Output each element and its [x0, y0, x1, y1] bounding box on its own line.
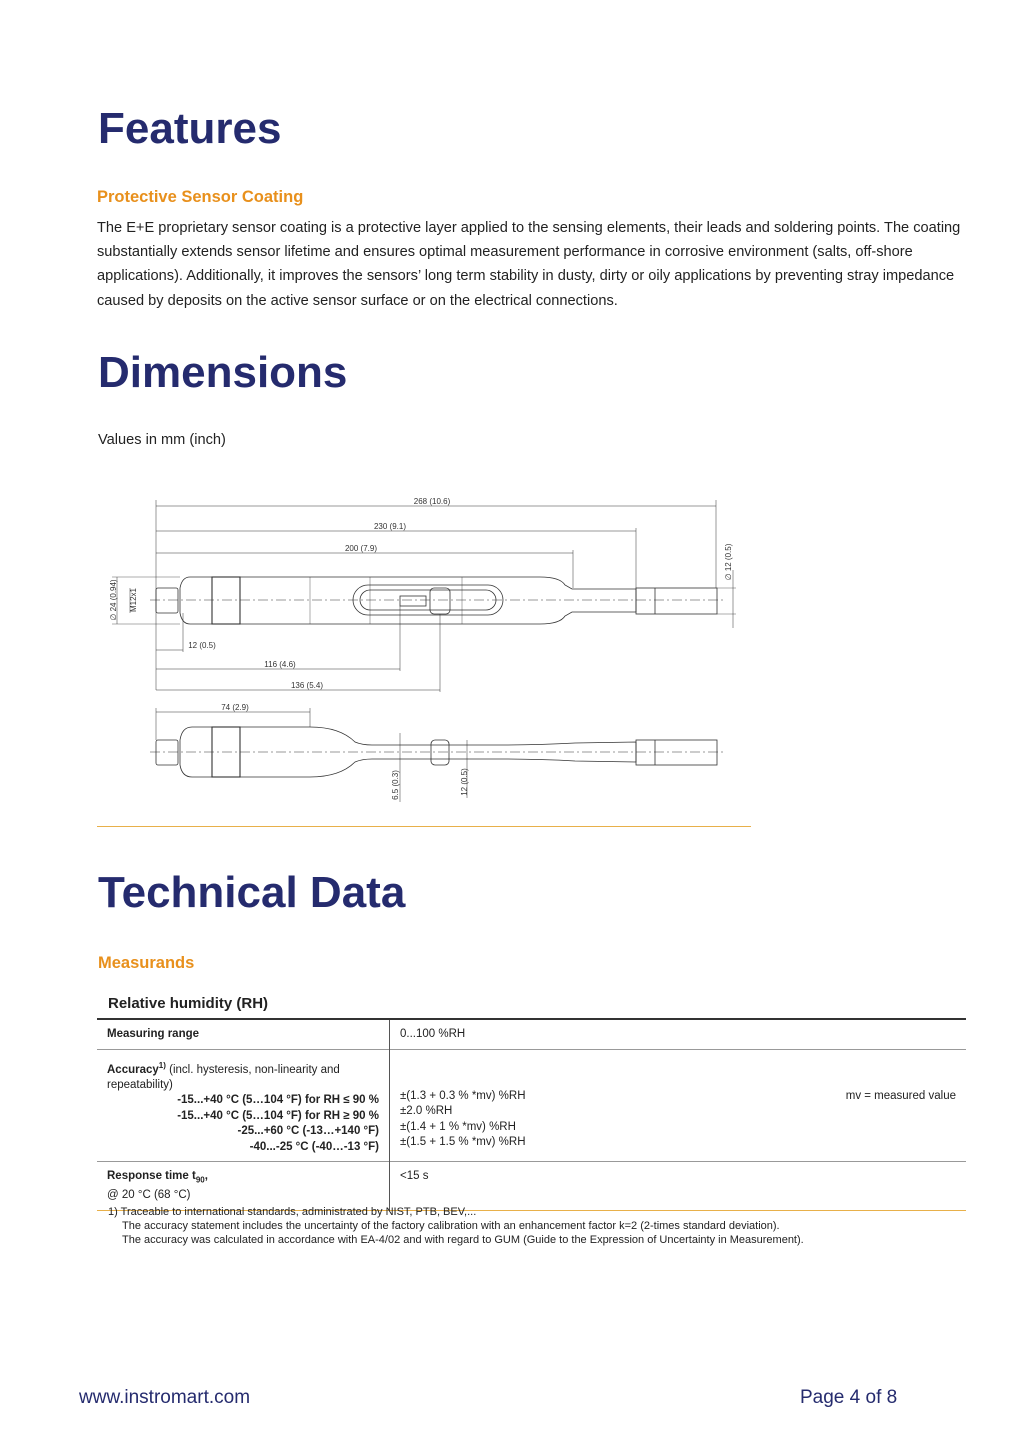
mv-note: mv = measured value: [845, 1089, 956, 1102]
technical-data-heading: Technical Data: [98, 868, 406, 917]
table-row: [97, 1049, 966, 1162]
measuring-range-value: 0...100 %RH: [400, 1028, 466, 1040]
response-time-label: Response time t: [107, 1170, 196, 1183]
dim-268: 268 (10.6): [413, 497, 451, 506]
dim-116: 116 (4.6): [264, 660, 296, 669]
accuracy-condition: -25...+60 °C (-13…+140 °F): [237, 1125, 379, 1138]
footnote: 1) Traceable to international standards, administrated by NIST, PTB, BEV,...: [108, 1206, 477, 1218]
dim-12-side: 12 (0.5): [460, 768, 469, 796]
accuracy-label-cell: [97, 1049, 390, 1162]
table-row: [97, 1019, 966, 1049]
dim-74: 74 (2.9): [221, 703, 249, 712]
footnotes: [108, 1205, 804, 1247]
accuracy-value: ±2.0 %RH: [400, 1105, 453, 1117]
coating-paragraph: The E+E proprietary sensor coating is a protective layer applied to the sensing elements, their leads and soldering points. The coating substantially extends sensor lifetime and ensures optimal measurement performance in corrosive environment (salts, off-shore applications). Additionally, it improves the sensors’ long term stability in dusty, dirty or oily applications by preventing stray impedance caused by deposits on the active sensor surface or on the electrical connections.: [97, 220, 961, 309]
dim-200: 200 (7.9): [344, 544, 378, 553]
dim-dia-24: ∅ 24 (0.94): [109, 579, 118, 621]
dim-dia-12: ∅ 12 (0.5): [724, 543, 733, 581]
units-note: Values in mm (inch): [98, 432, 226, 448]
accuracy-condition: -15...+40 °C (5…104 °F) for RH ≥ 90 %: [177, 1109, 379, 1122]
accuracy-values-cell: [390, 1049, 695, 1162]
dimensions-heading: Dimensions: [98, 348, 348, 397]
page-number: Page 4 of 8: [800, 1387, 898, 1408]
dim-136: 136 (5.4): [290, 681, 324, 690]
rh-group-title: Relative humidity (RH): [108, 995, 269, 1012]
dim-12: 12 (0.5): [188, 641, 216, 650]
rh-spec-table: [97, 1018, 966, 1211]
response-time-value: <15 s: [400, 1170, 429, 1183]
sensor-side-view: [150, 708, 725, 802]
sensor-top-view: [112, 500, 736, 692]
measurands-subheading: Measurands: [98, 954, 195, 972]
accuracy-condition: -40...-25 °C (-40…-13 °F): [249, 1140, 379, 1153]
accuracy-value: ±(1.3 + 0.3 % *mv) %RH: [400, 1089, 526, 1102]
dim-6-5: 6.5 (0.3): [391, 770, 400, 800]
accuracy-value: ±(1.5 + 1.5 % *mv) %RH: [400, 1136, 526, 1148]
features-heading: Features: [98, 104, 282, 153]
accuracy-label: Accuracy: [107, 1063, 159, 1076]
footnote: The accuracy was calculated in accordance with EA-4/02 and with regard to GUM (Guide to the Expression of Uncertainty in Measurement).: [122, 1234, 804, 1246]
accuracy-footnote-ref: 1): [158, 1060, 166, 1070]
response-time-label-cell: [97, 1162, 390, 1210]
measuring-range-label: Measuring range: [97, 1019, 390, 1049]
dim-230: 230 (9.1): [373, 522, 407, 531]
table-row: [97, 1162, 966, 1210]
accuracy-desc: (incl. hysteresis, non-linearity and repeatability): [107, 1063, 340, 1091]
response-time-subscript: 90: [195, 1175, 205, 1185]
section-divider: [97, 826, 751, 827]
response-time-comma: ,: [204, 1170, 208, 1183]
footnote: The accuracy statement includes the uncertainty of the factory calibration with an enhancement factor k=2 (2-times standard deviation).: [122, 1220, 780, 1232]
dim-m12: M12x1: [129, 587, 138, 613]
accuracy-condition: -15...+40 °C (5…104 °F) for RH ≤ 90 %: [177, 1094, 379, 1107]
response-time-condition: @ 20 °C (68 °C): [107, 1189, 191, 1202]
website-link[interactable]: www.instromart.com: [79, 1387, 251, 1408]
protective-coating-subheading: Protective Sensor Coating: [97, 188, 304, 206]
accuracy-value: ±(1.4 + 1 % *mv) %RH: [400, 1120, 516, 1133]
